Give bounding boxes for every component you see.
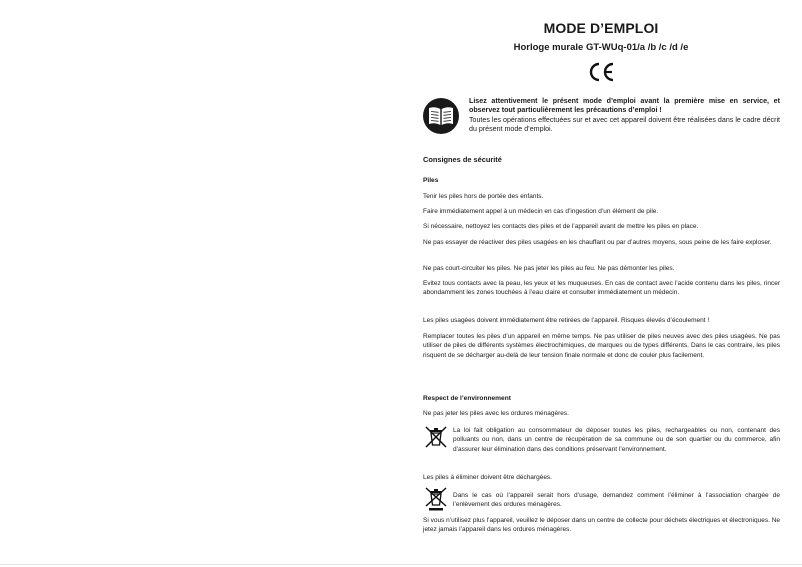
read-manual-icon — [423, 98, 459, 134]
intro-bold: Lisez attentivement le présent mode d’emploi avant la première mise en service, et observez tout particulièrement les précautions d’emploi ! — [469, 97, 780, 115]
environment-heading: Respect de l’environnement — [423, 395, 511, 402]
safety-heading: Consignes de sécurité — [423, 155, 502, 164]
safety-paragraph: Ne pas essayer de réactiver des piles usagées en les chauffant ou par d’autres moyens, sous peine de les faire exploser. — [423, 239, 772, 246]
env-paragraph: Les piles à éliminer doivent être déchargées. — [423, 474, 552, 481]
ce-mark-icon — [586, 61, 616, 83]
env-paragraph: Si vous n’utilisez plus l’appareil, veuillez le déposer dans un centre de collecte pour déchets électriques et électroniques. Ne jetez jamais l’appareil dans les ordures ménagères. — [423, 517, 780, 534]
safety-paragraph: Remplacer toutes les piles d’un appareil en même temps. Ne pas utiliser de piles neuves avec des piles usagées. Ne pas utiliser de piles de différents systèmes électrochimiques, de marques ou de types différents. Dans le cas contraire, les piles risquent de se décharger au-delà de leur tension finale normale et donc de couler plus facilement. — [423, 333, 780, 359]
safety-paragraph: Les piles usagées doivent immédiatement être retirées de l’appareil. Risques élevés d’écoulement ! — [423, 317, 710, 324]
env-bin-text-2: Dans le cas où l’appareil serait hors d’usage, demandez comment l’éliminer à l’association chargée de l’enlèvement des ordures ménagères. — [453, 492, 780, 509]
crossed-bin-icon — [423, 425, 449, 449]
batteries-heading: Piles — [423, 177, 439, 184]
env-paragraph: Ne pas jeter les piles avec les ordures ménagères. — [423, 410, 569, 417]
crossed-bin-icon — [423, 487, 449, 511]
env-bin-text-1: La loi fait obligation au consommateur de déposer toutes les piles, rechargeables ou non, contenant des polluants ou non, dans un centre de récupération de sa commune ou de son quartier ou du commerce, afin d’assurer leur élimination dans des conditions préservant l’environnement. — [453, 427, 780, 453]
bottom-divider — [0, 564, 802, 565]
intro-text: Toutes les opérations effectuées sur et avec cet appareil doivent être réalisées dans le cadre décrit du présent mode d’emploi. — [469, 115, 780, 134]
safety-paragraph: Ne pas court-circuiter les piles. Ne pas jeter les piles au feu. Ne pas démonter les piles. — [423, 265, 675, 272]
product-subtitle: Horloge murale GT-WUq-01/a /b /c /d /e — [513, 42, 689, 53]
safety-paragraph: Faire immédiatement appel à un médecin en cas d’ingestion d’un élément de pile. — [423, 208, 659, 215]
safety-paragraph: Si nécessaire, nettoyez les contacts des piles et de l’appareil avant de mettre les piles en place. — [423, 223, 699, 230]
page-title: MODE D’EMPLOI — [543, 20, 659, 36]
intro-warning — [469, 97, 780, 135]
safety-paragraph: Tenir les piles hors de portée des enfants. — [423, 193, 544, 200]
safety-paragraph: Evitez tous contacts avec la peau, les yeux et les muqueuses. En cas de contact avec l’acide contenu dans les piles, rincer abondamment les zones touchées à l’eau claire et consulter immédiatement un médecin. — [423, 280, 780, 297]
